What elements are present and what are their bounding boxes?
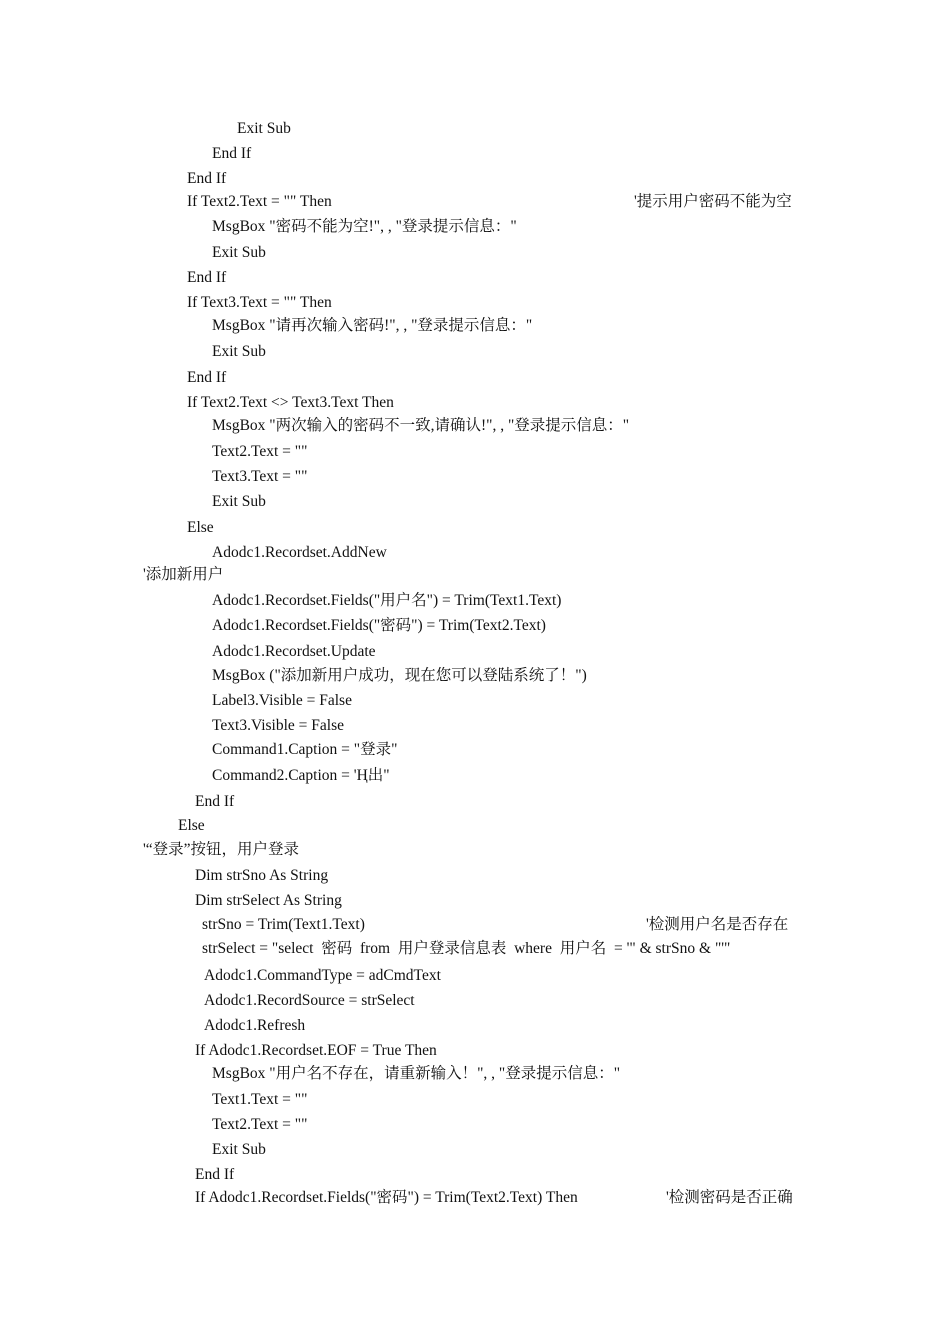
code-line: Adodc1.Recordset.Update: [212, 643, 376, 660]
code-line: strSelect = "select 密码 from 用户登录信息表 where 用户名 = '" & strSno & "'": [202, 940, 731, 957]
code-line: End If: [195, 1166, 235, 1183]
code-line: Text2.Text = "": [212, 1116, 308, 1133]
code-line: Text3.Visible = False: [212, 717, 344, 734]
code-line: Label3.Visible = False: [212, 692, 352, 709]
code-line: '添加新用户: [143, 566, 224, 583]
code-line: MsgBox "密码不能为空!", , "登录提示信息：": [212, 218, 517, 235]
code-comment: '检测密码是否正确: [666, 1189, 793, 1206]
code-line: Command2.Caption = 'Ң出": [212, 767, 390, 784]
code-line: MsgBox ("添加新用户成功，现在您可以登陆系统了！"): [212, 667, 587, 684]
code-line: Exit Sub: [212, 493, 266, 510]
code-line: End If: [195, 793, 235, 810]
code-line: Adodc1.RecordSource = strSelect: [204, 992, 415, 1009]
code-line: strSno = Trim(Text1.Text): [202, 916, 365, 933]
code-line: Exit Sub: [212, 1141, 266, 1158]
code-line: If Text2.Text <> Text3.Text Then: [187, 394, 394, 411]
code-line: Exit Sub: [212, 343, 266, 360]
code-line: End If: [212, 145, 252, 162]
code-line: End If: [187, 369, 227, 386]
code-line: Text3.Text = "": [212, 468, 308, 485]
code-line: Text2.Text = "": [212, 443, 308, 460]
code-comment: '检测用户名是否存在: [646, 916, 789, 933]
code-line: MsgBox "请再次输入密码!", , "登录提示信息：": [212, 317, 533, 334]
code-line: '“登录”按钮，用户登录: [143, 841, 300, 858]
code-line: If Adodc1.Recordset.EOF = True Then: [195, 1042, 437, 1059]
code-line: Adodc1.Recordset.AddNew: [212, 544, 387, 561]
code-line: Exit Sub: [212, 244, 266, 261]
code-line: Adodc1.Refresh: [204, 1017, 306, 1034]
code-line: Dim strSelect As String: [195, 892, 342, 909]
code-line: End If: [187, 170, 227, 187]
code-line: If Text3.Text = "" Then: [187, 294, 332, 311]
code-line: Adodc1.Recordset.Fields("密码") = Trim(Text2.Text): [212, 617, 546, 634]
code-line: End If: [187, 269, 227, 286]
code-line: MsgBox "用户名不存在，请重新输入！", , "登录提示信息：": [212, 1065, 621, 1082]
code-line: Else: [187, 519, 214, 536]
code-line: Adodc1.Recordset.Fields("用户名") = Trim(Text1.Text): [212, 592, 562, 609]
code-comment: '提示用户密码不能为空: [634, 193, 792, 210]
code-line: Adodc1.CommandType = adCmdText: [204, 967, 441, 984]
code-line: Exit Sub: [237, 120, 291, 137]
code-line: Dim strSno As String: [195, 867, 329, 884]
code-line: If Adodc1.Recordset.Fields("密码") = Trim(Text2.Text) Then: [195, 1189, 578, 1206]
code-line: Command1.Caption = "登录": [212, 741, 398, 758]
code-line: If Text2.Text = "" Then: [187, 193, 332, 210]
code-line: MsgBox "两次输入的密码不一致,请确认!", , "登录提示信息：": [212, 417, 630, 434]
code-line: Text1.Text = "": [212, 1091, 308, 1108]
code-line: Else: [178, 817, 205, 834]
